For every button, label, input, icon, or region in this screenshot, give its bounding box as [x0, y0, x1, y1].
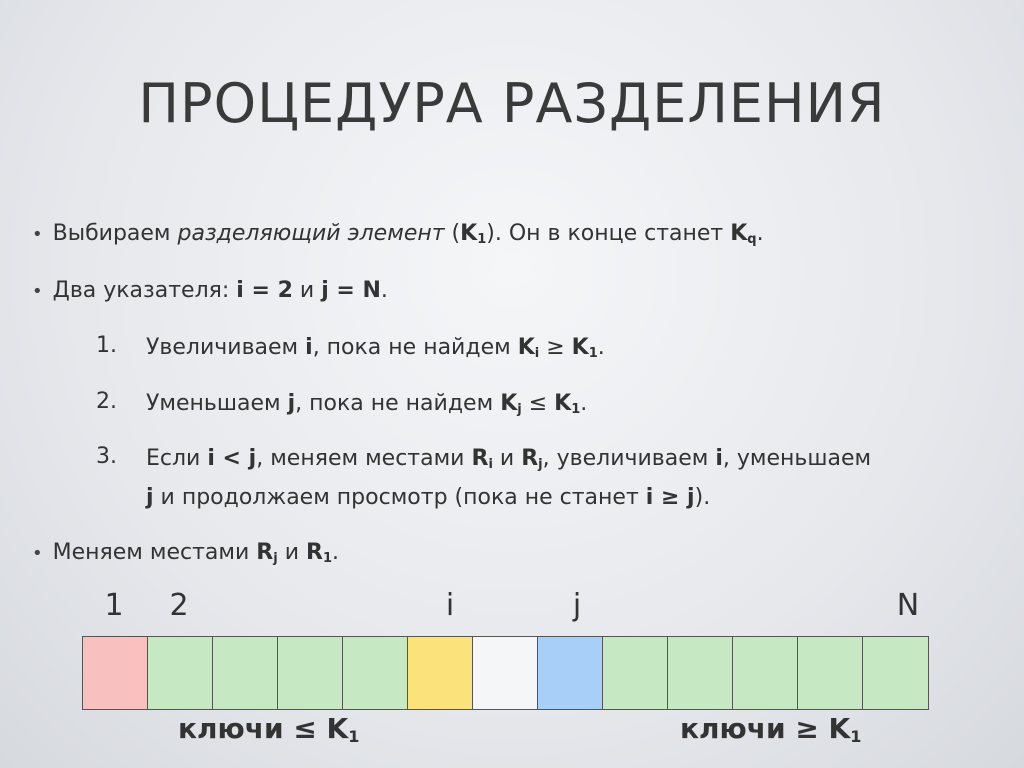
index-label-2: 2: [169, 588, 189, 623]
bullet-marker: •: [32, 543, 43, 564]
bullet-item-pivot: [32, 219, 764, 255]
step-item-2: [146, 389, 587, 425]
condition: i < j: [207, 446, 257, 471]
bullet-item-pointers: [32, 276, 388, 307]
key-subscript: 1: [477, 232, 487, 247]
key-symbol: K: [500, 391, 518, 416]
slide-title: ПРОЦЕДУРА РАЗДЕЛЕНИЯ: [138, 72, 886, 135]
bullet-marker: •: [32, 224, 43, 245]
text: и: [277, 540, 307, 565]
record-symbol: R: [306, 540, 323, 565]
record-subscript: 1: [322, 551, 333, 566]
array-cell-3: [213, 637, 278, 709]
step-number: 2.: [96, 389, 117, 414]
index-label-1: 1: [104, 588, 124, 623]
text: .: [380, 278, 388, 303]
text: и: [292, 278, 322, 303]
text: ≤: [521, 391, 555, 416]
step-item-3: [146, 444, 871, 480]
key-subscript: j: [517, 402, 522, 417]
right-partition-label: [680, 712, 861, 746]
text: Два указателя:: [52, 278, 237, 303]
text: Если: [146, 446, 208, 471]
array-cell-8: [538, 637, 603, 709]
key-symbol: K: [554, 391, 572, 416]
array-cell-6: [408, 637, 473, 709]
array-cell-12: [798, 637, 863, 709]
left-partition-text: ключи ≤ K: [178, 712, 349, 745]
text: ≥: [539, 335, 572, 360]
text: , увеличиваем: [542, 446, 716, 471]
record-symbol: R: [521, 446, 539, 471]
condition: i ≥ j: [645, 485, 695, 510]
text: , пока не найдем: [295, 391, 501, 416]
step-item-3-continued: [146, 483, 710, 513]
text: и: [492, 446, 522, 471]
array-diagram: [82, 636, 929, 710]
text: Уменьшаем: [146, 391, 288, 416]
text: , меняем местами: [256, 446, 472, 471]
step-number: 3.: [96, 444, 117, 469]
text: и продолжаем просмотр (пока не станет: [153, 485, 646, 510]
index-label-j: j: [572, 588, 582, 623]
bullet-item-swap: [32, 538, 339, 574]
record-symbol: R: [256, 540, 274, 565]
record-subscript: i: [488, 457, 493, 472]
left-partition-label: [178, 712, 359, 746]
left-partition-subscript: 1: [348, 727, 360, 746]
key-subscript: 1: [571, 402, 581, 417]
text: Выбираем: [52, 221, 178, 246]
array-cell-1: [83, 637, 148, 709]
key-symbol: K: [517, 335, 535, 360]
record-subscript: j: [538, 457, 543, 472]
key-subscript: i: [534, 346, 540, 361]
text: Меняем местами: [52, 540, 257, 565]
record-symbol: R: [471, 446, 489, 471]
key-symbol: K: [460, 221, 478, 246]
index-label-i: i: [445, 588, 455, 623]
record-subscript: j: [273, 551, 278, 566]
array-cell-4: [278, 637, 343, 709]
text: Увеличиваем: [146, 335, 306, 360]
array-cell-11: [733, 637, 798, 709]
pointer-j: j: [146, 485, 154, 510]
key-subscript: 1: [588, 346, 598, 361]
array-cell-9: [603, 637, 668, 709]
key-subscript: q: [747, 232, 757, 247]
text: , пока не найдем: [312, 335, 518, 360]
key-symbol: K: [730, 221, 748, 246]
pointer-j: j = N: [321, 278, 381, 303]
text: .: [756, 221, 764, 246]
array-cell-5: [343, 637, 408, 709]
bullet-marker: •: [32, 281, 43, 302]
array-cell-10: [668, 637, 733, 709]
key-symbol: K: [571, 335, 589, 360]
pointer-i: i: [305, 335, 313, 360]
step-item-1: [146, 333, 605, 369]
text: .: [597, 335, 605, 360]
text: , уменьшаем: [722, 446, 872, 471]
array-cell-7: [473, 637, 538, 709]
text: .: [332, 540, 340, 565]
index-label-n: N: [896, 588, 920, 623]
pointer-j: j: [287, 391, 296, 416]
text: ).: [694, 485, 711, 510]
right-partition-subscript: 1: [850, 727, 862, 746]
text: (: [444, 221, 461, 246]
pivot-term: разделяющий элемент: [177, 221, 445, 246]
text: .: [580, 391, 588, 416]
pointer-i: i: [715, 446, 723, 471]
right-partition-text: ключи ≥ K: [680, 712, 851, 745]
array-cell-13: [863, 637, 928, 709]
text: ). Он в конце станет: [486, 221, 731, 246]
pointer-i: i = 2: [236, 278, 293, 303]
array-cell-2: [148, 637, 213, 709]
step-number: 1.: [96, 333, 117, 358]
